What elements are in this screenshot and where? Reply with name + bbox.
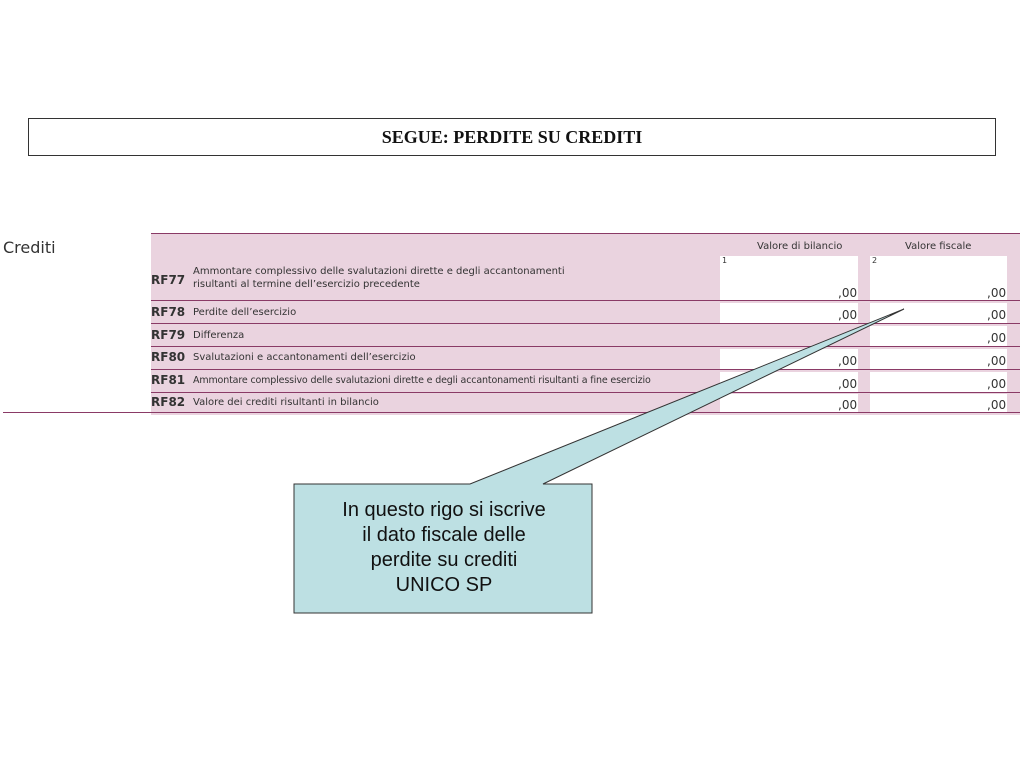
- row-description-rf80: Svalutazioni e accantonamenti dell’esercizio: [193, 352, 416, 363]
- value-rf78-fiscale: ,00: [987, 308, 1007, 322]
- callout-line-3: perdite su crediti: [370, 549, 518, 571]
- value-rf79-fiscale: ,00: [987, 331, 1007, 345]
- value-rf77-fiscale: ,00: [987, 286, 1007, 300]
- callout-line-2: il dato fiscale delle: [362, 524, 526, 546]
- callout-line-1: In questo rigo si iscrive: [342, 499, 546, 521]
- row-description-rf77-line1: Ammontare complessivo delle svalutazioni dirette e degli accantonamenti: [193, 266, 565, 277]
- row-description-rf78: Perdite dell’esercizio: [193, 307, 297, 318]
- callout-line-4: UNICO SP: [395, 574, 493, 596]
- value-rf82-fiscale: ,00: [987, 398, 1007, 412]
- column-2-header: Valore fiscale: [905, 241, 972, 252]
- row-code-rf78: RF78: [151, 305, 186, 319]
- row-description-rf77-line2: risultanti al termine dell’esercizio precedente: [193, 279, 420, 290]
- column-2-number: 2: [872, 256, 878, 265]
- value-rf81-bilancio: ,00: [838, 377, 858, 391]
- value-rf81-fiscale: ,00: [987, 377, 1007, 391]
- row-code-rf81: RF81: [151, 373, 186, 387]
- value-rf80-fiscale: ,00: [987, 354, 1007, 368]
- column-1-header: Valore di bilancio: [757, 241, 843, 252]
- row-code-rf77: RF77: [151, 273, 186, 287]
- value-rf80-bilancio: ,00: [838, 354, 858, 368]
- row-code-rf82: RF82: [151, 395, 186, 409]
- callout-text: [296, 484, 592, 612]
- column-1-number: 1: [722, 256, 728, 265]
- page-title: SEGUE: PERDITE SU CREDITI: [28, 118, 996, 156]
- row-description-rf82: Valore dei crediti risultanti in bilancio: [193, 397, 379, 408]
- row-description-rf81: Ammontare complessivo delle svalutazioni dirette e degli accantonamenti risultanti a fine esercizio: [193, 375, 651, 386]
- row-code-rf79: RF79: [151, 328, 186, 342]
- row-code-rf80: RF80: [151, 350, 186, 364]
- value-rf78-bilancio: ,00: [838, 308, 858, 322]
- value-rf77-bilancio: ,00: [838, 286, 858, 300]
- value-rf82-bilancio: ,00: [838, 398, 858, 412]
- section-label: Crediti: [3, 238, 56, 257]
- row-description-rf79: Differenza: [193, 330, 245, 341]
